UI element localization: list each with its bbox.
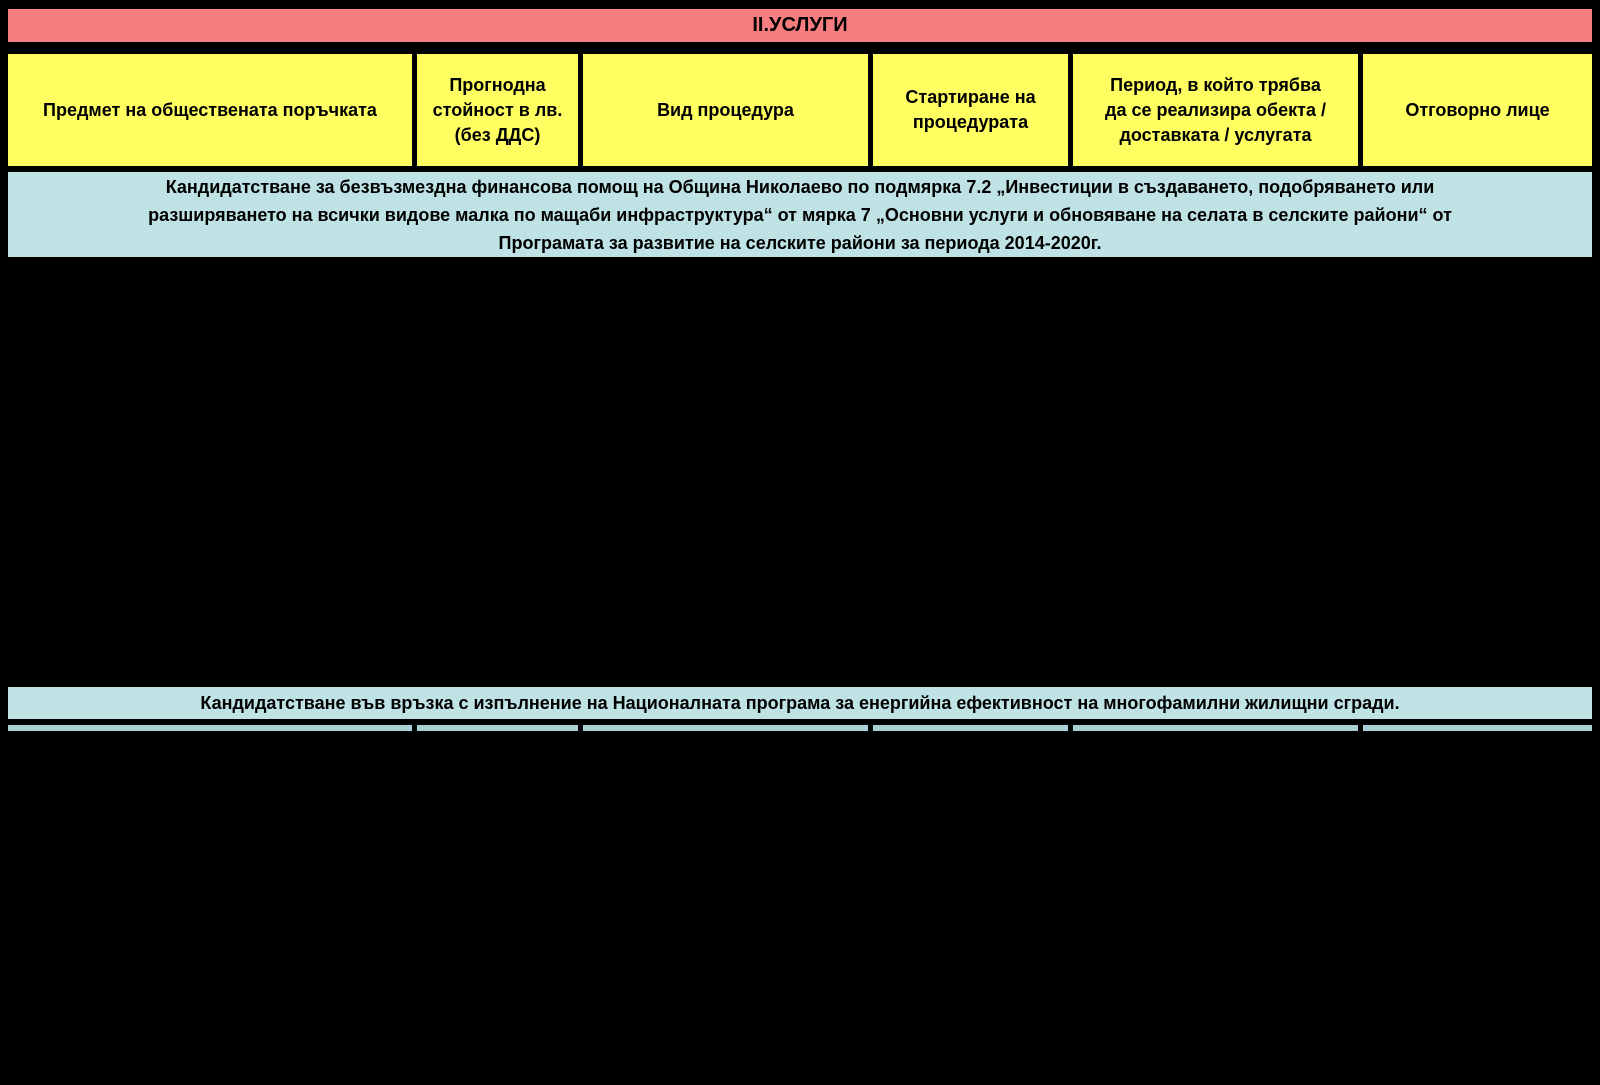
column-header-procedure-type: Вид процедура xyxy=(583,54,868,166)
column-header-realization-period: Период, в който трябва да се реализира обекта / доставката / услугата xyxy=(1073,54,1358,166)
banner-rural-line-1: Кандидатстване за безвъзмездна финансова помощ на Община Николаево по подмярка 7.2 „Инвестиции в създаването, подобряването или xyxy=(165,177,1435,197)
section-header-title: II.УСЛУГИ xyxy=(752,14,848,36)
banner-energy-text: Кандидатстване във връзка с изпълнение на Националната програма за енергийна ефективност на многофамилни жилищни сгради. xyxy=(200,692,1400,713)
column-divider-mark xyxy=(1358,725,1363,731)
banner-rural-line-2: разширяването на всички видове малка по мащаби инфраструктура“ от мярка 7 „Основни услуги и обновяване на селата в селските райони“ от xyxy=(148,205,1452,225)
column-header-subject: Предмет на обществената поръчката xyxy=(8,54,412,166)
column-divider-mark xyxy=(868,725,873,731)
column-divider-mark xyxy=(1068,725,1073,731)
column-divider-mark xyxy=(412,725,417,731)
table-header-row xyxy=(8,54,1592,166)
section-header-services xyxy=(8,9,1592,42)
column-divider-mark xyxy=(578,725,583,731)
banner-rural-development-program xyxy=(8,172,1592,257)
banner-energy-efficiency-program xyxy=(8,687,1592,719)
column-header-procedure-start: Стартиране на процедурата xyxy=(873,54,1068,166)
banner-rural-line-3: Програмата за развитие на селските райони за периода 2014-2020г. xyxy=(498,233,1102,253)
column-header-responsible-person: Отговорно лице xyxy=(1363,54,1592,166)
column-header-estimated-value: Прогнодна стойност в лв. (без ДДС) xyxy=(417,54,578,166)
next-row-sliver xyxy=(8,725,1592,731)
